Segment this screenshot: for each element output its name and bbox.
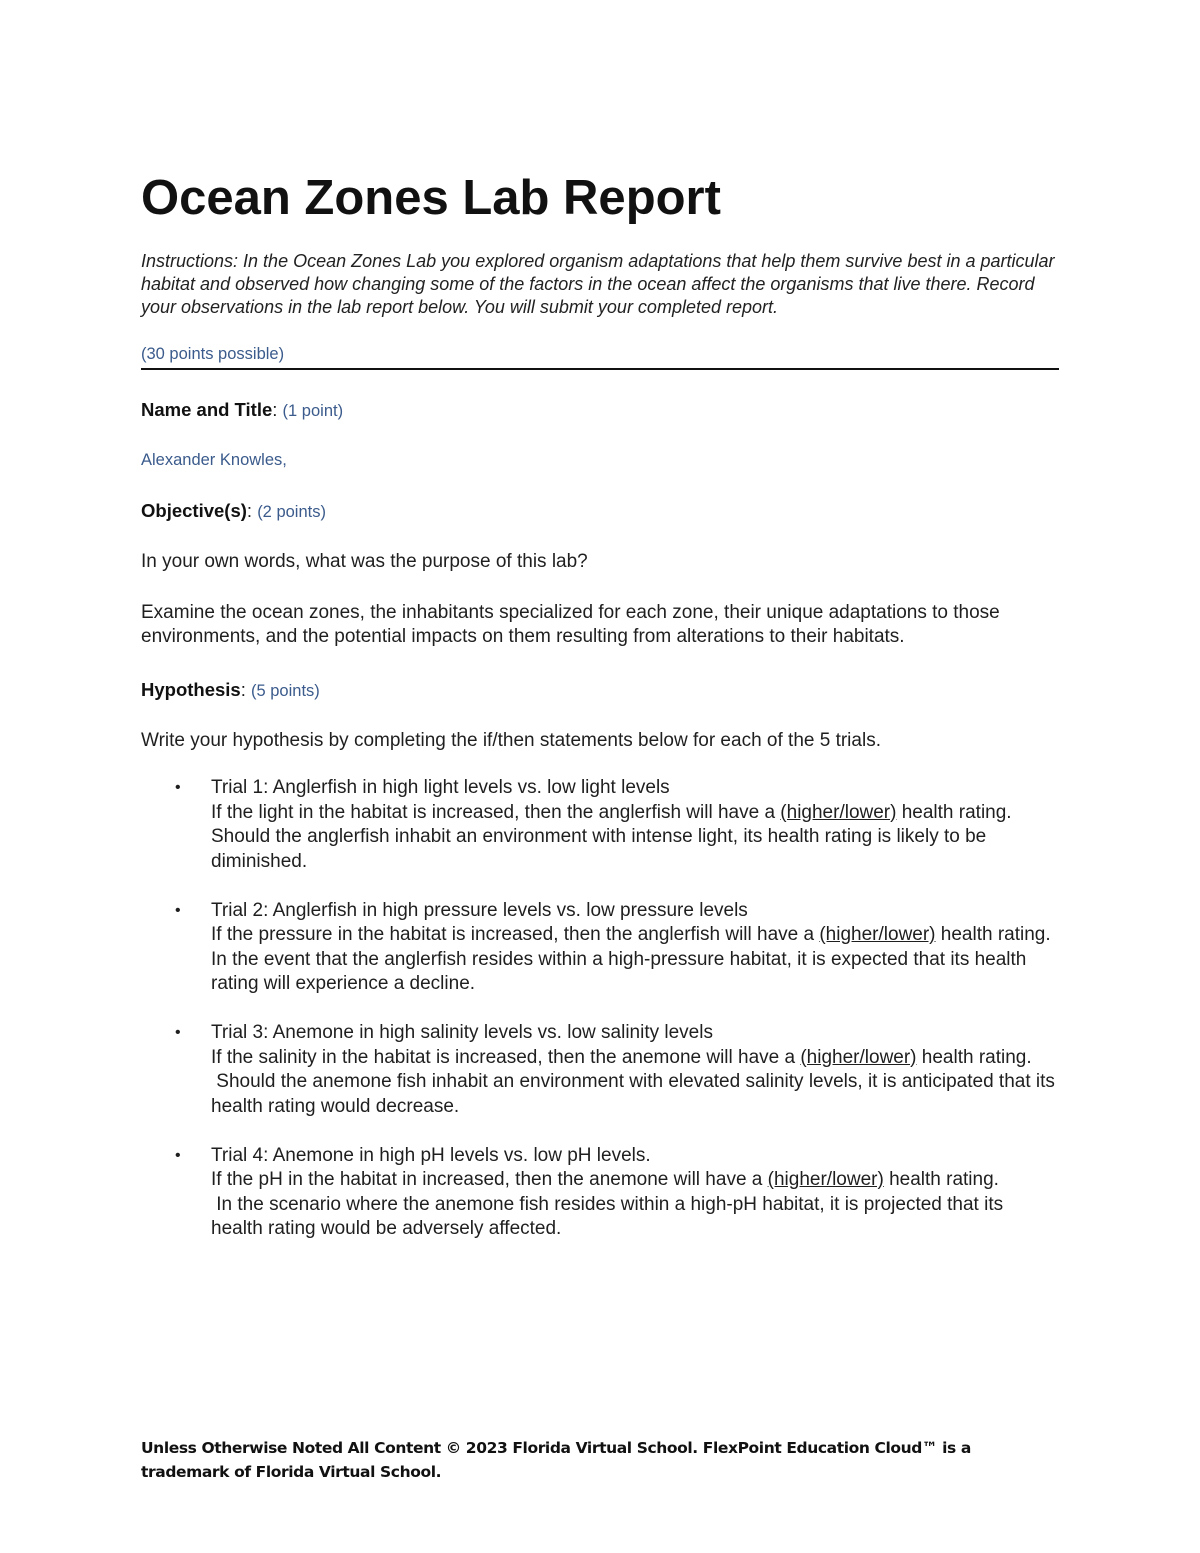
page-title: Ocean Zones Lab Report xyxy=(141,171,721,225)
name-section-label: Name and Title xyxy=(141,399,273,420)
hypothesis-prompt: Write your hypothesis by completing the if/then statements below for each of the 5 trials. xyxy=(141,729,881,751)
hypothesis-section-label: Hypothesis xyxy=(141,678,241,700)
trial-heading: Trial 3: Anemone in high salinity levels vs. low salinity levels xyxy=(211,1022,713,1043)
list-item xyxy=(175,899,1059,997)
points-possible: (30 points possible) xyxy=(141,343,1059,370)
objective-answer: Examine the ocean zones, the inhabitants specialized for each zone, their unique adaptations to those environments, and the potential impacts on them resulting from alterations to their habitats. xyxy=(141,601,1000,647)
choice-underlined: (higher/lower) xyxy=(800,1046,917,1068)
objective-section-points: (2 points) xyxy=(257,503,326,521)
bullet-icon: • xyxy=(175,1146,181,1164)
name-section-heading: Name and Title: (1 point) xyxy=(141,399,344,420)
name-section-points: (1 point) xyxy=(282,402,344,420)
trial-if-then: If the pressure in the habitat is increased, then the anglerfish will have a (higher/lower) health rating. xyxy=(211,924,1051,945)
choice-underlined: (higher/lower) xyxy=(767,1169,884,1190)
trial-if-then: If the light in the habitat is increased, then the anglerfish will have a (higher/lower) health rating. xyxy=(211,801,1012,823)
trial-heading: Trial 4: Anemone in high pH levels vs. low pH levels. xyxy=(211,1144,651,1166)
trial-if-then: If the salinity in the habitat is increased, then the anemone will have a (higher/lower) health rating. xyxy=(211,1046,1032,1068)
list-item xyxy=(175,1021,1061,1119)
list-item xyxy=(175,1144,1059,1242)
choice-underlined: (higher/lower) xyxy=(819,924,936,945)
hypothesis-section-points: (5 points) xyxy=(251,681,320,700)
trial-answer: In the event that the anglerfish resides within a high-pressure habitat, it is expected that its health rating will experience a decline. xyxy=(211,948,1027,994)
objective-section-heading: Objective(s): (2 points) xyxy=(141,500,326,521)
hypothesis-section-heading: Hypothesis: (5 points) xyxy=(141,678,320,700)
bullet-icon: • xyxy=(175,901,181,919)
copyright-footer: Unless Otherwise Noted All Content © 2023 Florida Virtual School. FlexPoint Education Cloud™ is a trademark of Florida Virtual School. xyxy=(141,1439,971,1481)
trial-if-then: If the pH in the habitat in increased, then the anemone will have a (higher/lower) health rating. xyxy=(211,1169,999,1190)
trial-answer: Should the anglerfish inhabit an environment with intense light, its health rating is likely to be diminished. xyxy=(211,826,987,872)
document-page xyxy=(141,170,1059,1266)
choice-underlined: (higher/lower) xyxy=(780,801,897,823)
trial-heading: Trial 1: Anglerfish in high light levels vs. low light levels xyxy=(211,777,670,798)
objective-question: In your own words, what was the purpose of this lab? xyxy=(141,551,588,572)
trial-answer: In the scenario where the anemone fish resides within a high-pH habitat, it is projected that its health rating would be adversely affected. xyxy=(211,1193,1009,1239)
instructions-text: Instructions: In the Ocean Zones Lab you explored organism adaptations that help them survive best in a particular habitat and observed how changing some of the factors in the ocean affect the organisms that live there. Record your observations in the lab report below. You will submit your completed report. xyxy=(141,251,1055,317)
list-item xyxy=(175,776,1059,874)
trial-answer: Should the anemone fish inhabit an environment with elevated salinity levels, it is anticipated that its health rating would decrease. xyxy=(211,1071,1061,1117)
student-name: Alexander Knowles, xyxy=(141,451,287,469)
bullet-icon: • xyxy=(175,1024,181,1041)
trial-heading: Trial 2: Anglerfish in high pressure levels vs. low pressure levels xyxy=(211,899,748,921)
trial-list xyxy=(141,776,1059,1242)
bullet-icon: • xyxy=(175,779,181,796)
objective-section-label: Objective(s) xyxy=(141,500,247,521)
